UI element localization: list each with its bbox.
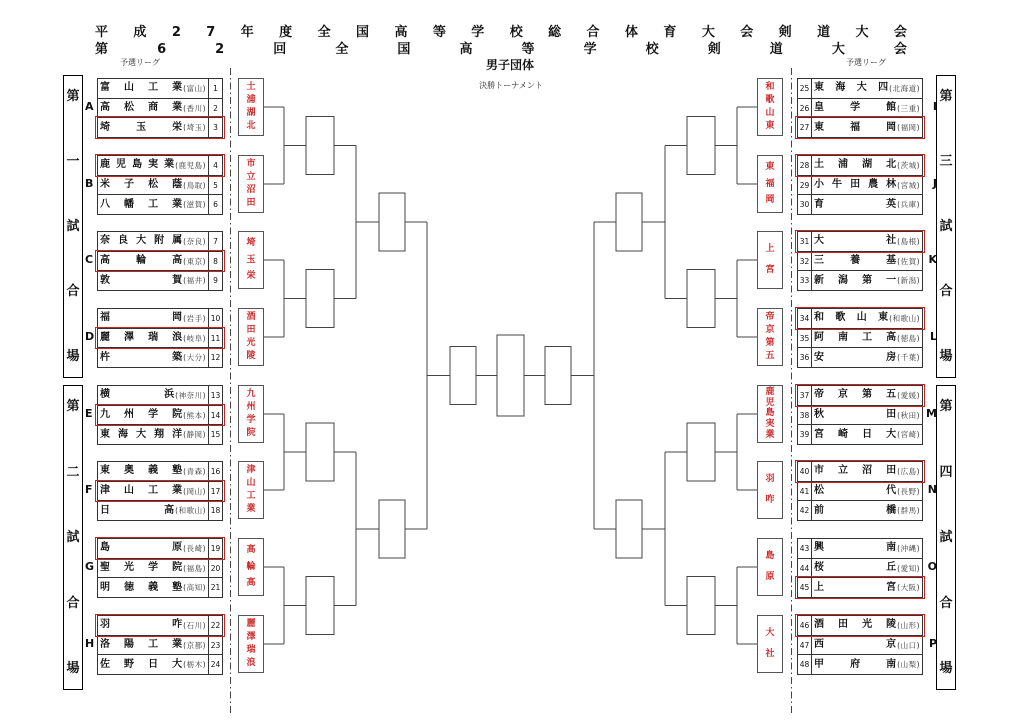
team-prefecture: (宮崎) [897,430,920,440]
team-prefecture: (石川) [183,620,206,630]
team-name: 福 岡 [100,312,183,324]
group-letter: L [929,330,937,343]
team-row [98,270,222,290]
team-row [798,98,922,118]
team-number: 12 [208,348,222,367]
team-name: 東 海 大 四 [814,82,889,94]
advancing-team-name: 津 山 工 業 [246,465,256,514]
group-table [797,615,923,675]
pool-group-J [797,155,937,215]
team-name: 米 子 松 蔭 [100,179,183,190]
team-row [798,405,922,425]
advancing-team-name: 東 福 岡 [765,162,775,205]
group-table [797,78,923,138]
pool-group-N [797,461,937,521]
team-row [98,309,222,328]
team-row [798,328,922,348]
team-prefecture: (群馬) [897,506,920,516]
venue-box-court-4: 第 四 試 合 場 [936,385,956,690]
advancing-team-name: 高 輪 高 [246,545,256,588]
group-letter: M [926,407,937,420]
group-table [97,538,223,598]
team-prefecture: (愛知) [897,563,920,573]
team-row [798,175,922,195]
advancing-team-name: 鹿 児 島 実 業 [765,386,775,441]
team-prefecture: (長崎) [183,543,206,553]
team-row [98,194,222,214]
team-name: 杵 築 [100,351,183,363]
team-prefecture: (和歌山) [889,313,920,323]
pool-group-G [85,538,223,598]
team-name: 東 海 大 翔 洋 [100,428,183,440]
group-letter: A [85,100,94,113]
team-name: 皇 学 館 [814,102,897,113]
team-number: 19 [208,539,222,558]
team-prefecture: (滋賀) [183,200,206,210]
team-number: 25 [798,79,812,98]
team-prefecture: (徳島) [897,333,920,343]
team-row-winner [98,616,222,635]
team-name: 東 福 岡 [814,121,897,133]
final-bracket-label: 決勝トーナメント [479,81,543,90]
advancing-team-box [757,385,783,443]
team-prefecture: (福島) [183,563,206,573]
team-number: 11 [208,329,222,348]
team-name: 三 養 基 [814,255,897,266]
team-prefecture: (秋田) [897,410,920,420]
team-number: 29 [798,176,812,195]
team-prefecture: (岐阜) [183,333,206,343]
team-row-winner [798,117,922,137]
team-name: 富 山 工 業 [100,82,183,94]
pool-group-H [85,615,223,675]
team-name: 日 高 [100,504,175,516]
advancing-team-box [238,385,264,443]
team-row [98,424,222,444]
pool-group-A [85,78,223,138]
group-table [797,155,923,215]
team-prefecture: (青森) [183,466,206,476]
team-name: 興 南 [814,542,897,554]
team-name: 島 原 [100,542,183,554]
team-prefecture: (沖縄) [897,543,920,553]
team-row [98,577,222,597]
team-prefecture: (広島) [897,466,920,476]
team-prefecture: (京都) [183,640,206,650]
team-name: 新 潟 第 一 [814,274,897,286]
team-number: 34 [798,309,812,328]
team-name: 佐 野 日 大 [100,658,183,670]
pool-group-P [797,615,937,675]
team-number: 26 [798,99,812,118]
team-row [98,98,222,118]
team-prefecture: (大分) [183,353,206,363]
league-label-left: 予選リーグ [120,58,160,67]
pool-group-K [797,231,937,291]
team-name: 敦 賀 [100,274,183,286]
team-prefecture: (福井) [183,276,206,286]
team-number: 40 [798,462,812,481]
team-name: 西 京 [814,639,897,650]
team-number: 45 [798,578,812,597]
team-name: 秋 田 [814,409,897,420]
team-number: 15 [208,425,222,444]
group-table [97,615,223,675]
page-title-line-2: 第 6 2 回 全 国 高 等 学 校 剣 道 大 会 [95,42,907,57]
advancing-team-box [238,231,264,289]
group-letter: N [927,483,937,496]
group-letter: C [85,253,94,266]
pool-group-I [797,78,937,138]
team-name: 津 山 工 業 [100,485,183,496]
team-name: 阿 南 工 高 [814,332,897,343]
team-name: 帝 京 第 五 [814,389,897,401]
team-row-winner [98,117,222,137]
group-letter: O [927,560,937,573]
pool-group-M [797,385,937,445]
advancing-team-box [757,231,783,289]
team-number: 39 [798,425,812,444]
advancing-team-box [238,461,264,519]
team-number: 47 [798,636,812,655]
group-table [797,308,923,368]
advancing-team-box [238,308,264,366]
team-name: 高 輪 高 [100,255,183,266]
team-prefecture: (香川) [183,103,206,113]
team-prefecture: (奈良) [183,236,206,246]
team-number: 20 [208,559,222,578]
team-prefecture: (鹿児島) [175,160,206,170]
team-name: 東 奥 義 塾 [100,465,183,477]
venue-box-court-3: 第 三 試 合 場 [936,75,956,378]
team-row [98,654,222,674]
league-label-right: 予選リーグ [846,58,886,67]
advancing-team-name: 九 州 学 院 [246,389,256,438]
team-prefecture: (佐賀) [897,256,920,266]
team-number: 3 [208,118,222,137]
team-row [98,79,222,98]
pool-group-F [85,461,223,521]
advancing-team-box [757,78,783,136]
team-row-winner [798,577,922,597]
team-number: 46 [798,616,812,635]
venue-box-court-1: 第 一 試 合 場 [63,75,83,378]
team-number: 18 [208,501,222,520]
team-number: 6 [208,195,222,214]
advancing-team-box [238,155,264,213]
team-name: 洛 陽 工 業 [100,639,183,650]
team-name: 奈 良 大 附 属 [100,235,183,247]
team-prefecture: (東京) [183,256,206,266]
advancing-team-box [757,461,783,519]
advancing-team-name: 和 歌 山 東 [765,82,775,131]
team-name: 前 橋 [814,504,897,516]
page-title-line-1: 平 成 2 7 年 度 全 国 高 等 学 校 総 合 体 育 大 会 剣 道 大 会 [95,25,907,40]
team-row-winner [98,539,222,558]
team-prefecture: (熊本) [183,410,206,420]
team-name: 麗 澤 瑞 浪 [100,332,183,343]
advancing-team-box [238,538,264,596]
team-name: 小 牛 田 農 林 [814,179,897,190]
team-number: 38 [798,406,812,425]
team-number: 7 [208,232,222,251]
team-row [798,347,922,367]
team-row [98,558,222,578]
team-row-winner [98,156,222,175]
group-letter: G [85,560,95,573]
team-prefecture: (山形) [897,620,920,630]
team-prefecture: (大阪) [897,583,920,593]
team-prefecture: (栃木) [183,660,206,670]
group-table [97,78,223,138]
pool-group-O [797,538,937,598]
team-name: 育 英 [814,198,897,210]
team-number: 14 [208,406,222,425]
team-row-winner [98,481,222,501]
team-prefecture: (山梨) [897,660,920,670]
team-prefecture: (北海道) [889,83,920,93]
group-table [797,538,923,598]
team-name: 酒 田 光 陵 [814,619,897,631]
advancing-team-name: 島 原 [765,550,775,583]
team-number: 27 [798,118,812,137]
advancing-team-name: 酒 田 光 陵 [246,312,256,361]
team-number: 35 [798,329,812,348]
advancing-team-name: 土 浦 湖 北 [246,82,256,131]
advancing-team-name: 大 社 [765,627,775,660]
team-name: 土 浦 湖 北 [814,159,897,171]
team-name: 九 州 学 院 [100,409,183,420]
advancing-team-name: 埼 玉 栄 [246,238,256,281]
team-prefecture: (山口) [897,640,920,650]
match-box [306,117,715,635]
pool-group-E [85,385,223,445]
team-number: 22 [208,616,222,635]
team-prefecture: (三重) [897,103,920,113]
group-letter: I [932,100,937,113]
team-number: 4 [208,156,222,175]
group-table [97,308,223,368]
category-label: 男子団体 [485,58,534,72]
team-prefecture: (神奈川) [175,390,206,400]
pool-group-B [85,155,223,215]
team-row-winner [98,328,222,348]
group-letter: E [85,407,93,420]
team-row [798,654,922,674]
team-number: 44 [798,559,812,578]
advancing-team-name: 麗 澤 瑞 浪 [246,619,256,668]
team-row [98,386,222,405]
advancing-team-box [238,615,264,673]
team-row [798,79,922,98]
team-name: 市 立 沼 田 [814,465,897,477]
team-name: 和 歌 山 東 [814,312,889,324]
team-number: 16 [208,462,222,481]
team-prefecture: (岡山) [183,486,206,496]
team-number: 41 [798,482,812,501]
group-letter: P [928,637,937,650]
team-row [98,232,222,251]
team-prefecture: (島根) [897,236,920,246]
advancing-team-box [757,615,783,673]
team-number: 36 [798,348,812,367]
team-name: 甲 府 南 [814,658,897,670]
advancing-team-box [238,78,264,136]
team-prefecture: (富山) [183,83,206,93]
team-prefecture: (岩手) [183,313,206,323]
team-row [798,500,922,520]
group-letter: K [928,253,937,266]
team-name: 松 代 [814,485,897,496]
team-number: 8 [208,252,222,271]
pool-group-C [85,231,223,291]
team-prefecture: (埼玉) [183,123,206,133]
team-prefecture: (長野) [897,486,920,496]
team-number: 10 [208,309,222,328]
advancing-team-name: 羽 咋 [765,473,775,506]
group-table [797,461,923,521]
team-name: 八 幡 工 業 [100,198,183,210]
team-number: 31 [798,232,812,251]
group-letter: H [85,637,95,650]
team-name: 桜 丘 [814,562,897,573]
team-number: 33 [798,271,812,290]
team-name: 明 徳 義 塾 [100,581,183,593]
group-table [97,231,223,291]
team-name: 聖 光 学 院 [100,562,183,573]
team-prefecture: (福岡) [897,123,920,133]
team-number: 48 [798,655,812,674]
team-number: 24 [208,655,222,674]
group-table [97,461,223,521]
team-number: 28 [798,156,812,175]
group-letter: D [85,330,95,343]
team-row [798,424,922,444]
team-number: 43 [798,539,812,558]
team-row [798,270,922,290]
group-table [797,231,923,291]
team-row [98,500,222,520]
team-prefecture: (新潟) [897,276,920,286]
advancing-team-box [757,308,783,366]
team-row-winner [798,232,922,251]
advancing-team-name: 帝 京 第 五 [765,312,775,361]
team-prefecture: (千葉) [897,353,920,363]
team-number: 1 [208,79,222,98]
team-name: 埼 玉 栄 [100,121,183,133]
team-name: 羽 咋 [100,619,183,631]
team-number: 9 [208,271,222,290]
team-prefecture: (高知) [183,583,206,593]
group-letter: B [85,177,94,190]
team-prefecture: (静岡) [183,430,206,440]
team-number: 2 [208,99,222,118]
advancing-team-name: 市 立 沼 田 [246,159,256,208]
pool-group-L [797,308,937,368]
team-row [798,558,922,578]
team-name: 鹿 児 島 実 業 [100,159,175,171]
team-number: 30 [798,195,812,214]
team-row [98,347,222,367]
group-letter: J [932,177,937,190]
team-name: 上 宮 [814,581,897,593]
team-name: 安 房 [814,351,897,363]
group-letter: F [85,483,93,496]
advancing-team-box [757,538,783,596]
team-prefecture: (兵庫) [897,200,920,210]
team-number: 23 [208,636,222,655]
team-row [98,175,222,195]
team-prefecture: (愛媛) [897,390,920,400]
team-row [98,462,222,481]
team-name: 高 松 商 業 [100,102,183,113]
team-row-winner [798,616,922,635]
group-table [797,385,923,445]
group-table [97,155,223,215]
team-number: 37 [798,386,812,405]
pool-group-D [85,308,223,368]
team-number: 32 [798,252,812,271]
advancing-team-name: 上 宮 [765,243,775,276]
team-number: 5 [208,176,222,195]
team-row [798,539,922,558]
team-row-winner [798,462,922,481]
team-row [798,481,922,501]
team-prefecture: (宮城) [897,180,920,190]
team-row [798,194,922,214]
group-table [97,385,223,445]
team-prefecture: (茨城) [897,160,920,170]
team-number: 17 [208,482,222,501]
team-number: 13 [208,386,222,405]
advancing-team-box [757,155,783,213]
team-name: 横 浜 [100,389,175,401]
team-row-winner [98,251,222,271]
venue-box-court-2: 第 二 試 合 場 [63,385,83,690]
team-name: 宮 崎 日 大 [814,428,897,440]
team-number: 21 [208,578,222,597]
team-row-winner [798,386,922,405]
team-number: 42 [798,501,812,520]
team-row-winner [798,156,922,175]
team-row-winner [798,309,922,328]
team-prefecture: (和歌山) [175,506,206,516]
team-row-winner [98,405,222,425]
team-name: 大 社 [814,235,897,247]
team-row [98,635,222,655]
team-prefecture: (鳥取) [183,180,206,190]
team-row [798,635,922,655]
team-row [798,251,922,271]
